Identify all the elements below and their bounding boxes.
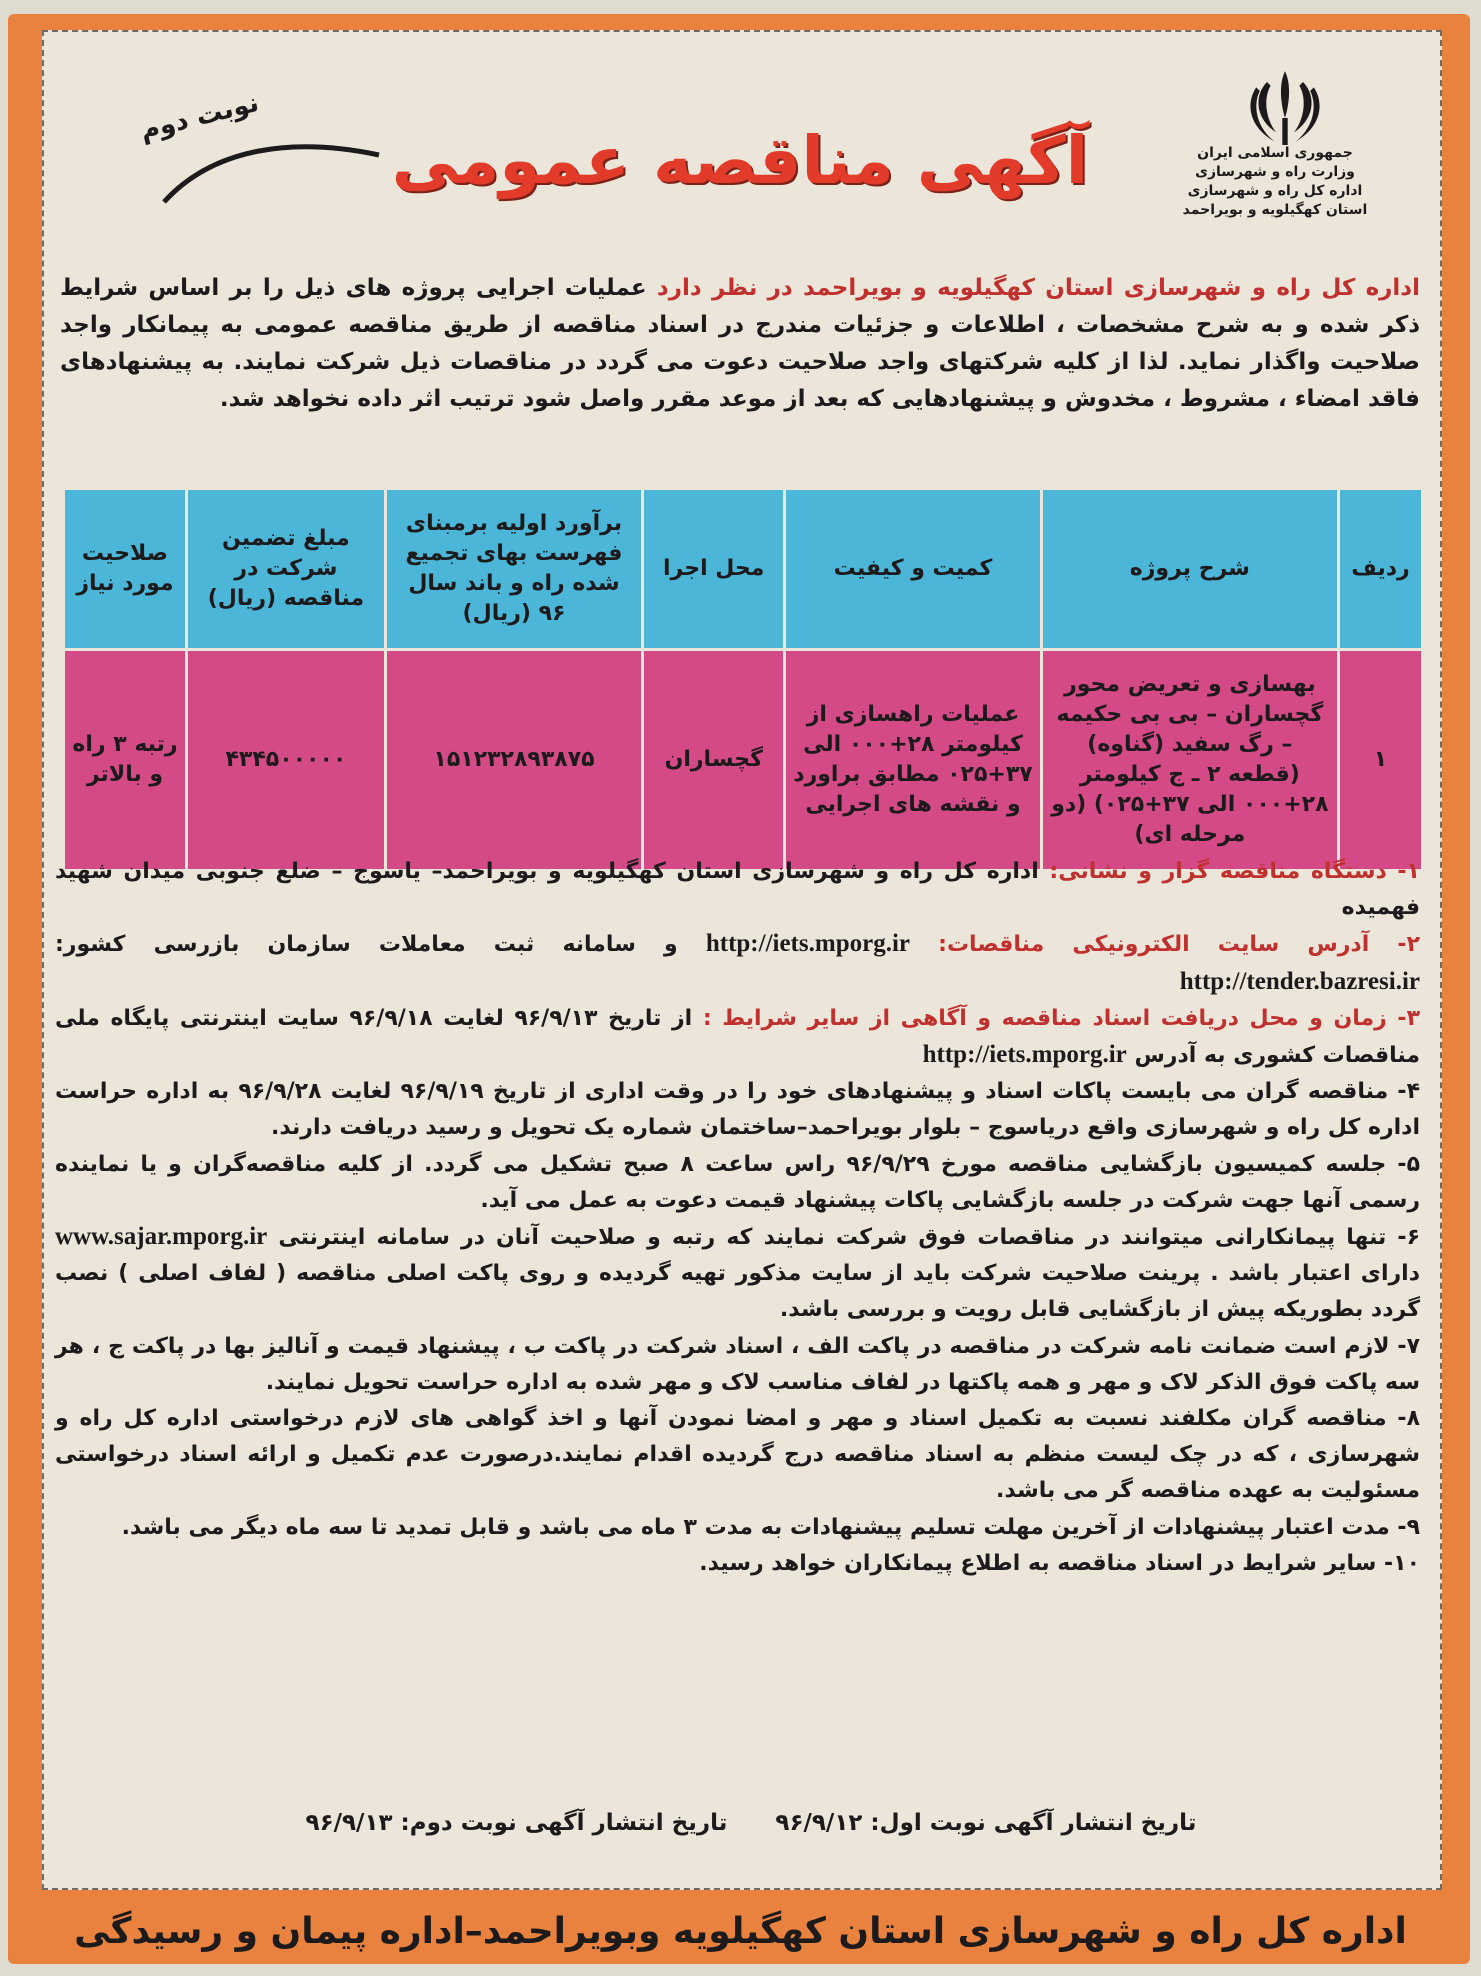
- cell-quantity: عملیات راهسازی از کیلومتر ۲۸+۰۰۰ الی ۳۷+۰۲۵ مطابق براورد و نقشه های اجرایی: [785, 650, 1041, 871]
- header-quantity: کمیت و کیفیت: [785, 489, 1041, 650]
- header-qualification: صلاحیت مورد نیاز: [64, 489, 187, 650]
- notice-paper: [42, 30, 1442, 1890]
- item-text: از تاریخ ۹۶/۹/۱۳ لغایت ۹۶/۹/۱۸ سایت اینترنتی پایگاه ملی مناقصات کشوری به آدرس: [55, 1005, 1420, 1069]
- header-guarantee: مبلغ تضمین شرکت در مناقصه (ریال): [186, 489, 385, 650]
- agency-name: اداره کل راه و شهرسازی استان کهگیلویه و بویراحمد در نظر دارد: [656, 275, 1420, 301]
- conditions-list: [55, 854, 1420, 1582]
- ministry-line: استان کهگیلویه و بویراحمد: [1182, 202, 1368, 218]
- item-text: اداره کل راه و شهرسازی استان کهگیلویه و بویراحمد– یاسوج – ضلع جنوبی میدان شهید فهمیده: [55, 859, 1420, 921]
- tender-table: [62, 487, 1424, 872]
- swoosh-decoration: [154, 127, 384, 207]
- first-publication-date: تاریخ انتشار آگهی نوبت اول: ۹۶/۹/۱۲: [775, 1810, 1197, 1836]
- header-index: ردیف: [1339, 489, 1423, 650]
- list-item: ۸- مناقصه گران مکلفند نسبت به تکمیل اسناد و مهر و امضا نمودن آنها و اخذ گواهی های لازم درخواستی اداره کل راه و شهرسازی ، که در چک لیست منظم به اسناد مناقصه درج گردیده اقدام نمایند.درصورت عدم تکمیل و ارائه اسناد درخواستی مسئولیت به عهده مناقصه گر می باشد.: [55, 1406, 1420, 1504]
- footer-banner: اداره کل راه و شهرسازی استان کهگیلویه وبویراحمد–اداره پیمان و رسیدگی: [74, 1911, 1407, 1952]
- notice-title: آگهی مناقصه عمومی: [391, 122, 1089, 199]
- bazresi-link[interactable]: http://tender.bazresi.ir: [1179, 967, 1420, 995]
- ministry-block: [1160, 144, 1390, 220]
- iran-emblem-icon: [1240, 64, 1330, 154]
- list-item: ۱۰- سایر شرایط در اسناد مناقصه به اطلاع پیمانکاران خواهد رسید.: [699, 1550, 1420, 1576]
- second-publication-date: تاریخ انتشار آگهی نوبت دوم: ۹۶/۹/۱۳: [305, 1810, 728, 1836]
- notice-content: [44, 32, 1440, 1888]
- iets-link[interactable]: http://iets.mporg.ir: [705, 930, 910, 958]
- cell-index: ۱: [1339, 650, 1423, 871]
- cell-location: گچساران: [643, 650, 785, 871]
- table-header-row: [64, 489, 1423, 650]
- cell-guarantee: ۴۳۴۵۰۰۰۰۰: [186, 650, 385, 871]
- header-estimate: برآورد اولیه برمبنای فهرست بهای تجمیع شده راه و باند سال ۹۶ (ریال): [385, 489, 642, 650]
- list-item: ۴- مناقصه گران می بایست پاکات اسناد و پیشنهادهای خود را در وقت اداری از تاریخ ۹۶/۹/۱۹ لغایت ۹۶/۹/۲۸ به اداره حراست اداره کل راه و شهرسازی واقع دریاسوج – بلوار بویراحمد–ساختمان شماره یک تحویل و رسید دریافت دارند.: [55, 1079, 1420, 1141]
- list-item: ۷- لازم است ضمانت نامه شرکت در مناقصه در پاکت الف ، اسناد شرکت در پاکت ب ، پیشنهاد قیمت و آنالیز بها در پاکت ج ، هر سه پاکت فوق الذکر لاک و مهر و همه پاکتها در لفاف مناسب لاک و مهر شده به اداره حراست تحویل نمایند.: [55, 1333, 1420, 1395]
- list-item: ۵- جلسه کمیسیون بازگشایی مناقصه مورخ ۹۶/۹/۲۹ راس ساعت ۸ صبح تشکیل می گردد. از کلیه مناقصه‌گران و یا نماینده رسمی آنها جهت شرکت در جلسه بازگشایی پاکات پیشنهاد قیمت دعوت به عمل می آید.: [55, 1151, 1420, 1213]
- intro-body: عملیات اجرایی پروژه های ذیل را بر اساس شرایط ذکر شده و به شرح مشخصات ، اطلاعات و جزئیات مندرج در اسناد مناقصه از طریق مناقصه عمومی به پیمانکار واجد صلاحیت واگذار نماید. لذا از کلیه شرکتهای واجد صلاحیت دعوت می گردد در مناقصات ذیل شرکت نمایند. به پیشنهادهای فاقد امضاء ، مشروط ، مخدوش و پیشنهادهایی که بعد از موعد مقرر واصل شود ترتیب اثر داده نخواهد شد.: [60, 275, 1420, 412]
- header-description: شرح پروژه: [1041, 489, 1338, 650]
- ministry-line: جمهوری اسلامی ایران: [1197, 145, 1353, 161]
- cell-estimate: ۱۵۱۲۳۲۸۹۳۸۷۵: [385, 650, 642, 871]
- list-item: [55, 1001, 1420, 1074]
- cell-qualification: رتبه ۳ راه و بالاتر: [64, 650, 187, 871]
- item-text: دارای اعتبار باشد . پرینت صلاحیت شرکت باید از سایت مذکور تهیه گردیده و روی پاکت اصلی مناقصه ( لفاف اصلی ) نصب گردد بطوریکه پیش از بازگشایی قابل رویت و بررسی باشد.: [55, 1261, 1420, 1323]
- table-row: [64, 650, 1423, 871]
- item-text: ۶- تنها پیمانکارانی میتوانند در مناقصات فوق شرکت نمایند که رتبه و صلاحیت آنان در سامانه اینترنتی: [278, 1225, 1420, 1251]
- cell-description: بهسازی و تعریض محور گچساران – بی بی حکیمه – رگ سفید (گناوه) (قطعه ۲ ـ ج کیلومتر ۲۸+۰۰۰ الی ۳۷+۰۲۵) (دو مرحله ای): [1041, 650, 1338, 871]
- list-item: [55, 926, 1420, 1000]
- list-item: ۹- مدت اعتبار پیشنهادات از آخرین مهلت تسلیم پیشنهادات به مدت ۳ ماه می باشد و قابل تمدید تا سه ماه دیگر می باشد.: [121, 1514, 1420, 1540]
- list-item: [55, 1219, 1420, 1329]
- header-location: محل اجرا: [643, 489, 785, 650]
- item-lead: ۱- دستگاه مناقصه گزار و نشانی:: [1049, 859, 1420, 884]
- ministry-line: وزارت راه و شهرسازی: [1195, 164, 1355, 180]
- publication-dates: [201, 1810, 1301, 1836]
- sajar-link[interactable]: www.sajar.mporg.ir: [55, 1223, 268, 1251]
- ministry-line: اداره کل راه و شهرسازی: [1187, 183, 1363, 199]
- list-item: [55, 854, 1420, 926]
- item-lead: ۳- زمان و محل دریافت اسناد مناقصه و آگاهی از سایر شرایط :: [702, 1005, 1420, 1031]
- item-text: و سامانه ثبت معاملات سازمان بازرسی کشور:: [55, 932, 678, 958]
- item-lead: ۲- آدرس سایت الکترونیکی مناقصات:: [938, 932, 1420, 958]
- intro-paragraph: [60, 270, 1420, 418]
- round-label: نوبت دوم: [137, 87, 262, 147]
- iets-link[interactable]: http://iets.mporg.ir: [922, 1041, 1127, 1069]
